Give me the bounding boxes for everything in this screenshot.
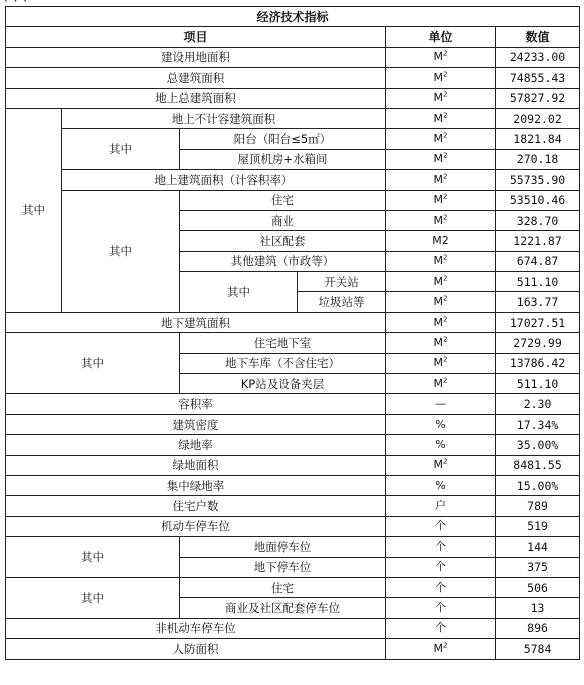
unit-sqm: $M^2$ [386, 374, 496, 394]
row-label: 住宅户数 [6, 496, 386, 516]
header-unit: 单位 [386, 27, 496, 47]
row-label: 商业及社区配套停车位 [180, 598, 386, 618]
row-value: 1821.84 [496, 129, 580, 149]
row-value: 511.10 [496, 272, 580, 292]
row-value: 2.30 [496, 394, 580, 414]
row-value: 13786.42 [496, 353, 580, 373]
row-value: 511.10 [496, 374, 580, 394]
row-unit: 个 [386, 537, 496, 557]
row-unit: 个 [386, 557, 496, 577]
table-row [6, 170, 580, 190]
row-value: 270.18 [496, 149, 580, 169]
unit-sqm: $M^2$ [386, 639, 496, 659]
row-value: 789 [496, 496, 580, 516]
table-row [6, 47, 580, 67]
unit-sqm: $M^2$ [386, 88, 496, 108]
unit-sqm: $M^2$ [386, 47, 496, 67]
group-label-qizhong: 其中 [6, 333, 180, 394]
unit-sqm: $M^2$ [386, 210, 496, 230]
table-row [6, 537, 580, 557]
unit-sqm: $M^2$ [386, 292, 496, 312]
unit-sqm: $M^2$ [386, 108, 496, 128]
header-item: 项目 [6, 27, 386, 47]
row-label: 开关站 [298, 272, 386, 292]
unit-sqm: $M^2$ [386, 170, 496, 190]
table-row [6, 394, 580, 414]
row-label: 其他建筑（市政等） [180, 251, 386, 271]
row-value: 2729.99 [496, 333, 580, 353]
cropped-caption: · · · [4, 0, 29, 8]
row-label: 地下车库（不含住宅） [180, 353, 386, 373]
row-label: 地面停车位 [180, 537, 386, 557]
row-value: 74855.43 [496, 68, 580, 88]
group-label-qizhong: 其中 [62, 129, 180, 170]
row-label: 阳台（阳台≤5㎡） [180, 129, 386, 149]
table-row [6, 68, 580, 88]
unit-sqm: $M^2$ [386, 312, 496, 332]
row-label: 住宅地下室 [180, 333, 386, 353]
row-label: 绿地率 [6, 435, 386, 455]
row-value: 13 [496, 598, 580, 618]
row-label: 地上总建筑面积 [6, 88, 386, 108]
table-row [6, 312, 580, 332]
row-value: 328.70 [496, 210, 580, 230]
row-label: 住宅 [180, 577, 386, 597]
row-value: 17027.51 [496, 312, 580, 332]
row-label: 总建筑面积 [6, 68, 386, 88]
row-value: 2092.02 [496, 108, 580, 128]
row-value: 144 [496, 537, 580, 557]
unit-sqm: $M^2$ [386, 129, 496, 149]
header-row [6, 27, 580, 47]
row-label: 地上建筑面积（计容积率） [62, 170, 386, 190]
row-label: 建设用地面积 [6, 47, 386, 67]
row-label: 绿地面积 [6, 455, 386, 475]
unit-sqm: $M^2$ [386, 272, 496, 292]
row-value: 1221.87 [496, 231, 580, 251]
table-row [6, 516, 580, 536]
group-label-qizhong: 其中 [6, 537, 180, 578]
header-value: 数值 [496, 27, 580, 47]
row-value: 5784 [496, 639, 580, 659]
unit-sqm: $M^2$ [386, 333, 496, 353]
row-unit: M2 [386, 231, 496, 251]
row-value: 519 [496, 516, 580, 536]
group-label-qizhong: 其中 [180, 272, 298, 313]
table-row [6, 190, 580, 210]
table-row [6, 455, 580, 475]
group-label-qizhong: 其中 [62, 190, 180, 312]
unit-sqm: $M^2$ [386, 190, 496, 210]
economic-indicators-table [5, 6, 580, 660]
row-value: 163.77 [496, 292, 580, 312]
row-label: 地下建筑面积 [6, 312, 386, 332]
table-row [6, 618, 580, 638]
row-unit: 户 [386, 496, 496, 516]
row-value: 15.00% [496, 475, 580, 495]
unit-sqm: $M^2$ [386, 353, 496, 373]
row-label: KP站及设备夹层 [180, 374, 386, 394]
row-label: 人防面积 [6, 639, 386, 659]
table-title: 经济技术指标 [6, 7, 580, 27]
row-value: 674.87 [496, 251, 580, 271]
group-label-qizhong: 其中 [6, 577, 180, 618]
row-label: 地上不计容建筑面积 [62, 108, 386, 128]
group-label-qizhong: 其中 [6, 108, 62, 312]
table-row [6, 414, 580, 434]
row-label: 垃圾站等 [298, 292, 386, 312]
row-value: 896 [496, 618, 580, 638]
row-value: 53510.46 [496, 190, 580, 210]
row-value: 375 [496, 557, 580, 577]
unit-sqm: $M^2$ [386, 251, 496, 271]
row-value: 8481.55 [496, 455, 580, 475]
row-value: 35.00% [496, 435, 580, 455]
row-value: 506 [496, 577, 580, 597]
table-row [6, 496, 580, 516]
row-value: 55735.90 [496, 170, 580, 190]
table-row [6, 475, 580, 495]
table-title-row [6, 7, 580, 27]
row-label: 容积率 [6, 394, 386, 414]
unit-sqm: $M^2$ [386, 455, 496, 475]
row-unit: — [386, 394, 496, 414]
row-label: 地下停车位 [180, 557, 386, 577]
row-label: 屋顶机房+水箱间 [180, 149, 386, 169]
row-label: 集中绿地率 [6, 475, 386, 495]
row-value: 57827.92 [496, 88, 580, 108]
unit-sqm: $M^2$ [386, 68, 496, 88]
row-unit: 个 [386, 516, 496, 536]
row-label: 非机动车停车位 [6, 618, 386, 638]
row-label: 住宅 [180, 190, 386, 210]
row-label: 社区配套 [180, 231, 386, 251]
table-row [6, 108, 580, 128]
row-unit: 个 [386, 577, 496, 597]
table-row [6, 577, 580, 597]
table-row [6, 435, 580, 455]
table-row [6, 639, 580, 659]
row-unit: % [386, 414, 496, 434]
table-row [6, 129, 580, 149]
row-unit: 个 [386, 618, 496, 638]
unit-sqm: $M^2$ [386, 149, 496, 169]
table-row [6, 88, 580, 108]
row-value: 17.34% [496, 414, 580, 434]
row-value: 24233.00 [496, 47, 580, 67]
row-label: 建筑密度 [6, 414, 386, 434]
row-unit: % [386, 475, 496, 495]
row-label: 机动车停车位 [6, 516, 386, 536]
table-row [6, 333, 580, 353]
row-unit: 个 [386, 598, 496, 618]
row-label: 商业 [180, 210, 386, 230]
row-unit: % [386, 435, 496, 455]
